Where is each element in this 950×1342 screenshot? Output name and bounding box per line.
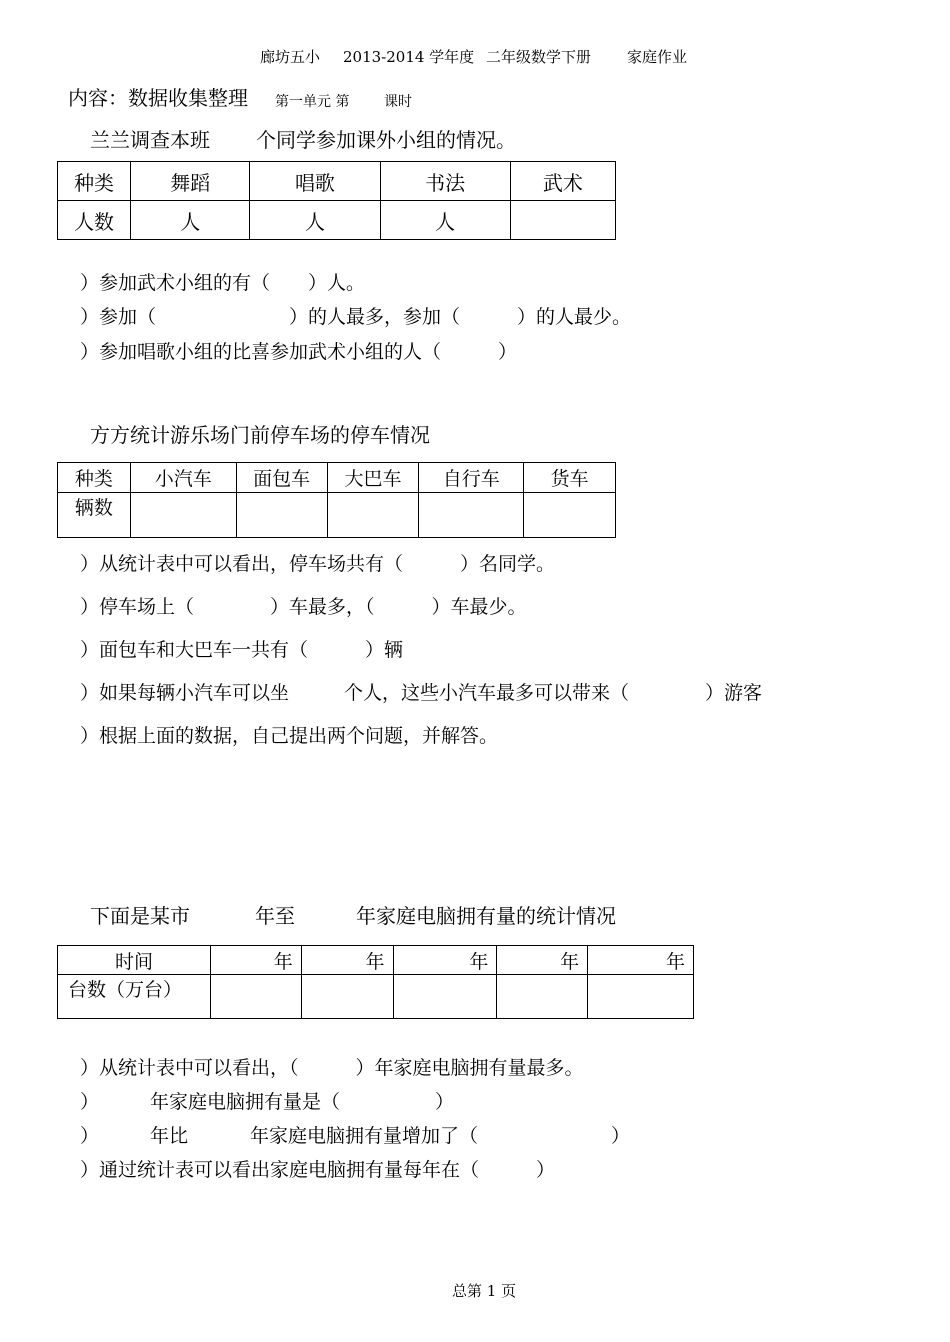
table-row (58, 975, 694, 1019)
table-cell (419, 493, 524, 538)
table-header-cell: 大巴车 (327, 463, 419, 493)
topic-lesson: 课时 (384, 94, 412, 110)
table-row (58, 493, 616, 538)
section1-intro-b: 个同学参加课外小组的情况。 (256, 128, 516, 152)
table-cell (524, 493, 616, 538)
table-header-cell: 小汽车 (130, 463, 236, 493)
table-header-row (58, 463, 616, 493)
question: ）停车场上（ ）车最多，（ ）车最少。 (80, 596, 527, 618)
section3-intro-b: 年至 (255, 904, 295, 928)
question-q3-b: 年比 (150, 1125, 189, 1147)
question: ）参加（ ）的人最多，参加（ ）的人最少。 (80, 306, 632, 328)
table-header-cell: 年 (301, 946, 393, 975)
question: ）根据上面的数据，自己提出两个问题，并解答。 (80, 725, 499, 747)
question-q3-a: ） (80, 1125, 100, 1147)
page-number: 总第 1 页 (452, 1282, 517, 1300)
table-cell (510, 201, 615, 240)
table-cell (327, 493, 419, 538)
table-header-cell: 种类 (58, 463, 131, 493)
header-grade: 二年级数学下册 (486, 48, 592, 66)
question: ）通过统计表可以看出家庭电脑拥有量每年在（ ） (80, 1159, 556, 1181)
table-cell (588, 975, 694, 1019)
table-cell (130, 493, 236, 538)
table-header-row (58, 162, 616, 201)
question-q2-a: ） (80, 1091, 100, 1113)
table-header-cell: 年 (210, 946, 301, 975)
table-cell (393, 975, 497, 1019)
table-header-cell: 书法 (380, 162, 510, 201)
table-cell: 台数（万台） (58, 975, 211, 1019)
table-header-cell: 年 (588, 946, 694, 975)
question: ）参加唱歌小组的比喜参加武术小组的人（ ） (80, 341, 518, 363)
table-cell: 人 (250, 201, 380, 240)
computer-table (57, 945, 694, 1019)
club-table (57, 161, 616, 240)
table-cell: 人 (380, 201, 510, 240)
section3-intro-c: 年家庭电脑拥有量的统计情况 (356, 904, 616, 928)
header-year: 2013-2014 学年度 (343, 48, 475, 66)
table-header-cell: 舞蹈 (131, 162, 250, 201)
table-header-row (58, 946, 694, 975)
section1-intro-a: 兰兰调查本班 (90, 128, 210, 152)
section2-intro: 方方统计游乐场门前停车场的停车情况 (90, 423, 430, 447)
table-cell: 人 (131, 201, 250, 240)
table-cell (301, 975, 393, 1019)
table-header-cell: 时间 (58, 946, 211, 975)
table-header-cell: 年 (393, 946, 497, 975)
table-header-cell: 面包车 (236, 463, 327, 493)
table-header-cell: 唱歌 (250, 162, 380, 201)
topic-label: 内容：数据收集整理 (68, 86, 248, 110)
question: ）从统计表中可以看出，停车场共有（ ）名同学。 (80, 553, 556, 575)
table-cell (210, 975, 301, 1019)
table-header-cell: 年 (497, 946, 588, 975)
question: ）面包车和大巴车一共有（ ）辆 (80, 639, 404, 661)
header-type: 家庭作业 (627, 48, 688, 66)
question: ）从统计表中可以看出，（ ）年家庭电脑拥有量最多。 (80, 1057, 584, 1079)
table-cell (497, 975, 588, 1019)
section3-intro-a: 下面是某市 (90, 904, 190, 928)
table-cell (236, 493, 327, 538)
table-header-cell: 货车 (524, 463, 616, 493)
question-q4-a: ）如果每辆小汽车可以坐 (80, 682, 290, 704)
table-cell: 辆数 (58, 493, 131, 538)
question-q3-c: 年家庭电脑拥有量增加了（ ） (250, 1125, 631, 1147)
topic-unit: 第一单元 第 (275, 94, 350, 110)
table-header-cell: 武术 (510, 162, 615, 201)
header-school: 廊坊五小 (260, 48, 321, 66)
table-row (58, 201, 616, 240)
question-q2-b: 年家庭电脑拥有量是（ ） (150, 1091, 455, 1113)
table-header-cell: 种类 (58, 162, 131, 201)
parking-table (57, 462, 616, 538)
table-header-cell: 自行车 (419, 463, 524, 493)
table-cell: 人数 (58, 201, 131, 240)
question: ）参加武术小组的有（ ）人。 (80, 272, 366, 294)
question-q4-b: 个人，这些小汽车最多可以带来（ ）游客 (344, 682, 763, 704)
